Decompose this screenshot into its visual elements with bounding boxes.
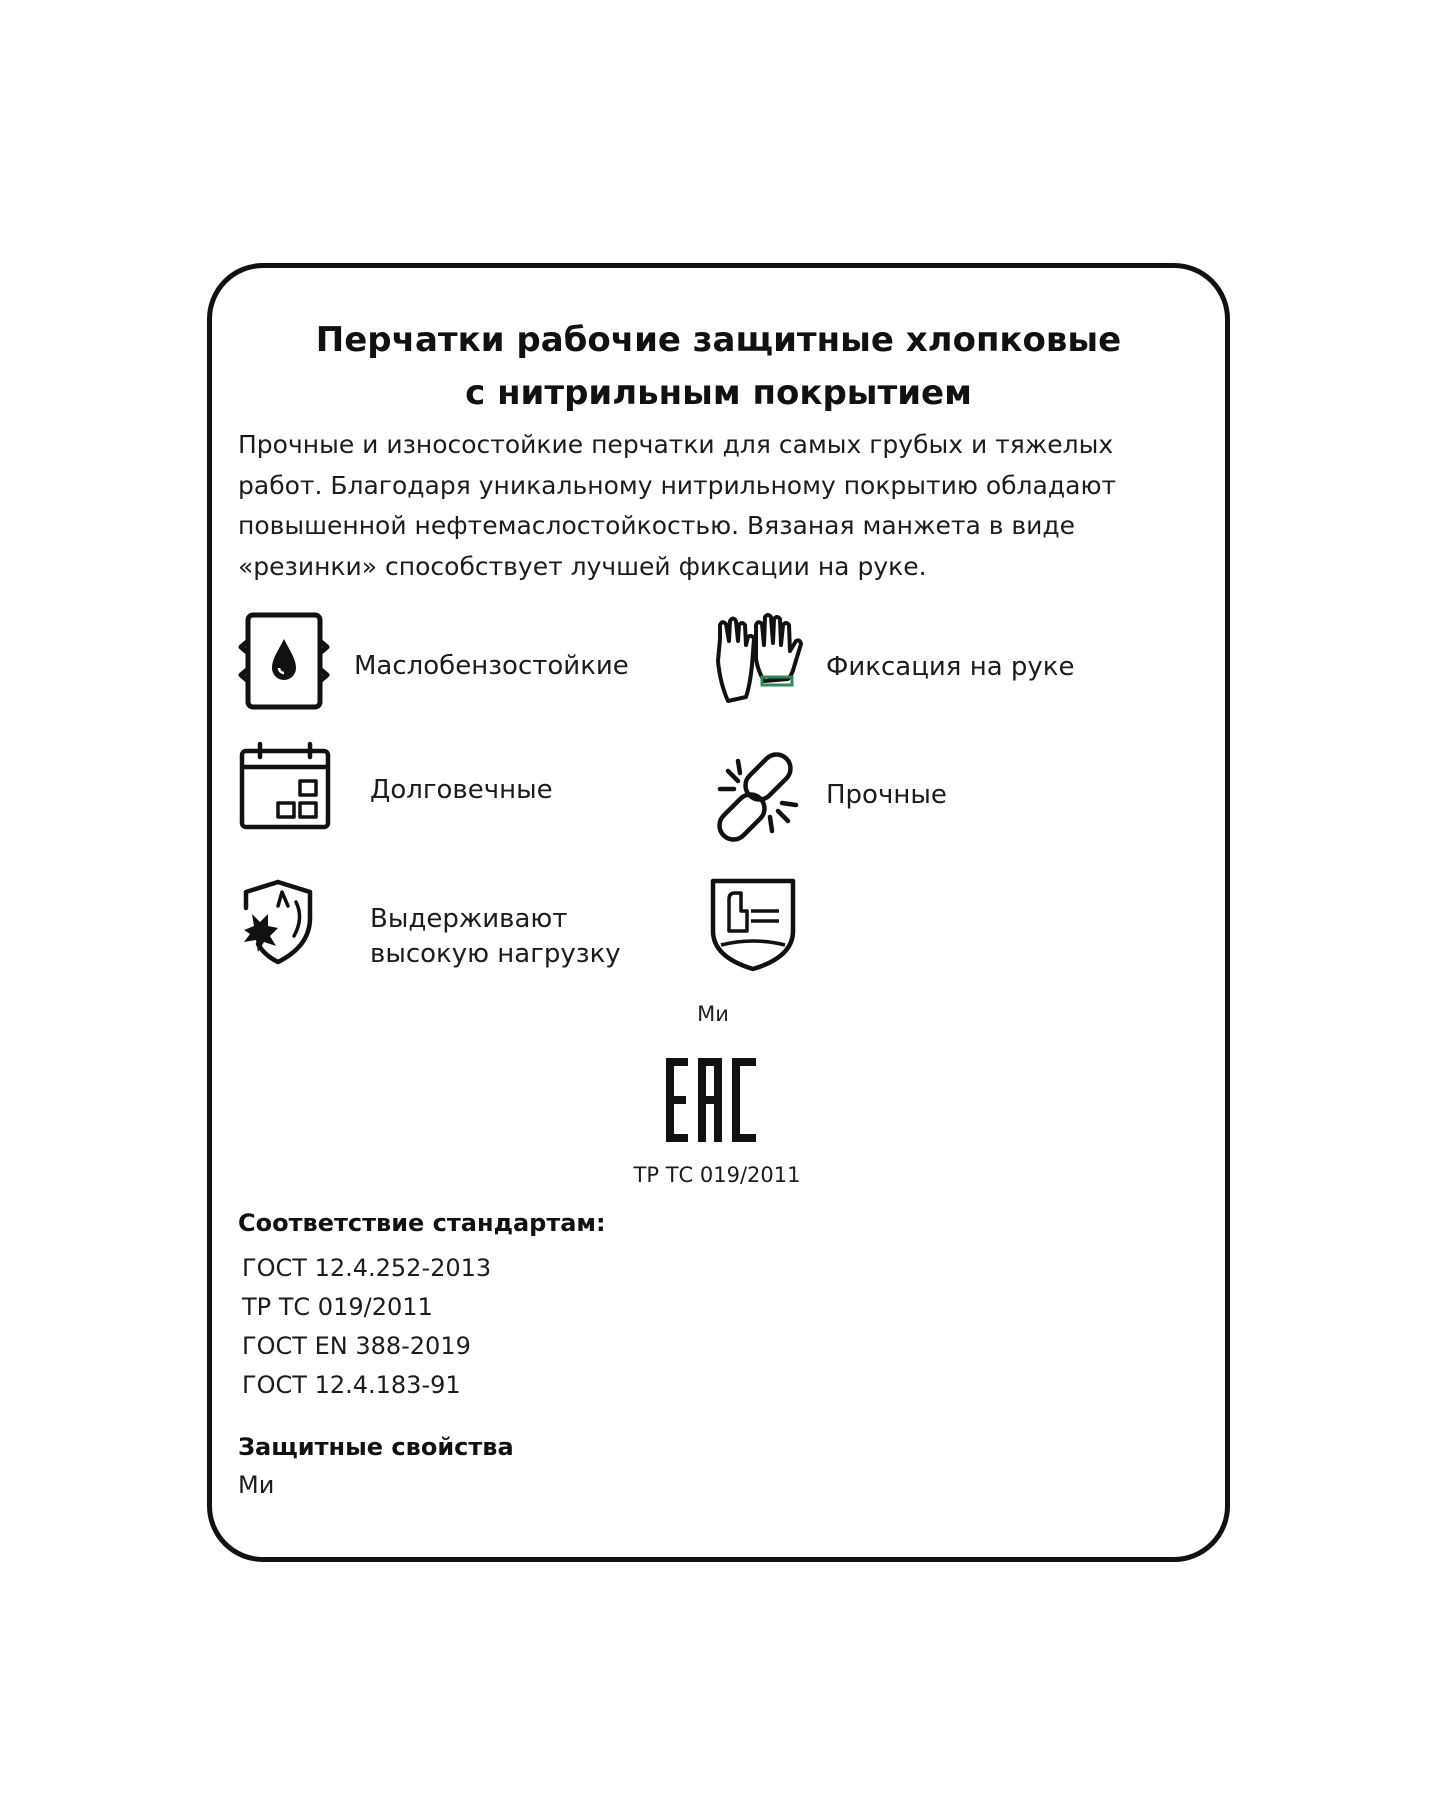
impact-shield-icon: [238, 878, 318, 966]
protection-heading: Защитные свойства: [238, 1433, 514, 1461]
feature-oil-resistant: Маслобензостойкие: [354, 651, 629, 681]
en388-shield-icon: [707, 877, 799, 973]
feature-strong: Прочные: [826, 780, 947, 810]
feature-high-load: Выдерживают высокую нагрузку: [370, 904, 621, 969]
info-card: [207, 263, 1230, 1562]
pictogram-code: Ми: [697, 1002, 729, 1026]
standard-item: ГОСТ EN 388-2019: [242, 1332, 471, 1360]
product-description: [238, 425, 1213, 587]
title-line: Перчатки рабочие защитные хлопковые: [315, 320, 1122, 360]
standards-list: [242, 1249, 491, 1405]
standard-item: ГОСТ 12.4.183-91: [242, 1371, 461, 1399]
standard-item: ТР ТС 019/2011: [242, 1293, 433, 1321]
standard-item: ГОСТ 12.4.252-2013: [242, 1254, 492, 1282]
description-line: повышенной нефтемаслостойкостью. Вязаная манжета в виде: [238, 511, 1076, 540]
eac-mark: [662, 1054, 760, 1146]
gloves-icon: [708, 611, 806, 705]
broken-chain-icon: [708, 749, 808, 845]
feature-hand-fixation: Фиксация на руке: [826, 652, 1075, 682]
standards-heading: Соответствие стандартам:: [238, 1209, 606, 1237]
product-title: [212, 314, 1225, 420]
description-line: работ. Благодаря уникальному нитрильному покрытию обладают: [238, 470, 1117, 500]
feature-durable: Долговечные: [370, 775, 553, 805]
description-line: «резинки» способствует лучшей фиксации на руке.: [238, 551, 927, 581]
title-line: с нитрильным покрытием: [465, 373, 972, 413]
oil-barrel-icon: [238, 611, 330, 711]
regulation-code: ТР ТС 019/2011: [633, 1163, 801, 1187]
protection-value: Ми: [238, 1471, 275, 1499]
calendar-icon: [238, 741, 332, 831]
description-line: Прочные и износостойкие перчатки для самых грубых и тяжелых: [238, 430, 1114, 459]
